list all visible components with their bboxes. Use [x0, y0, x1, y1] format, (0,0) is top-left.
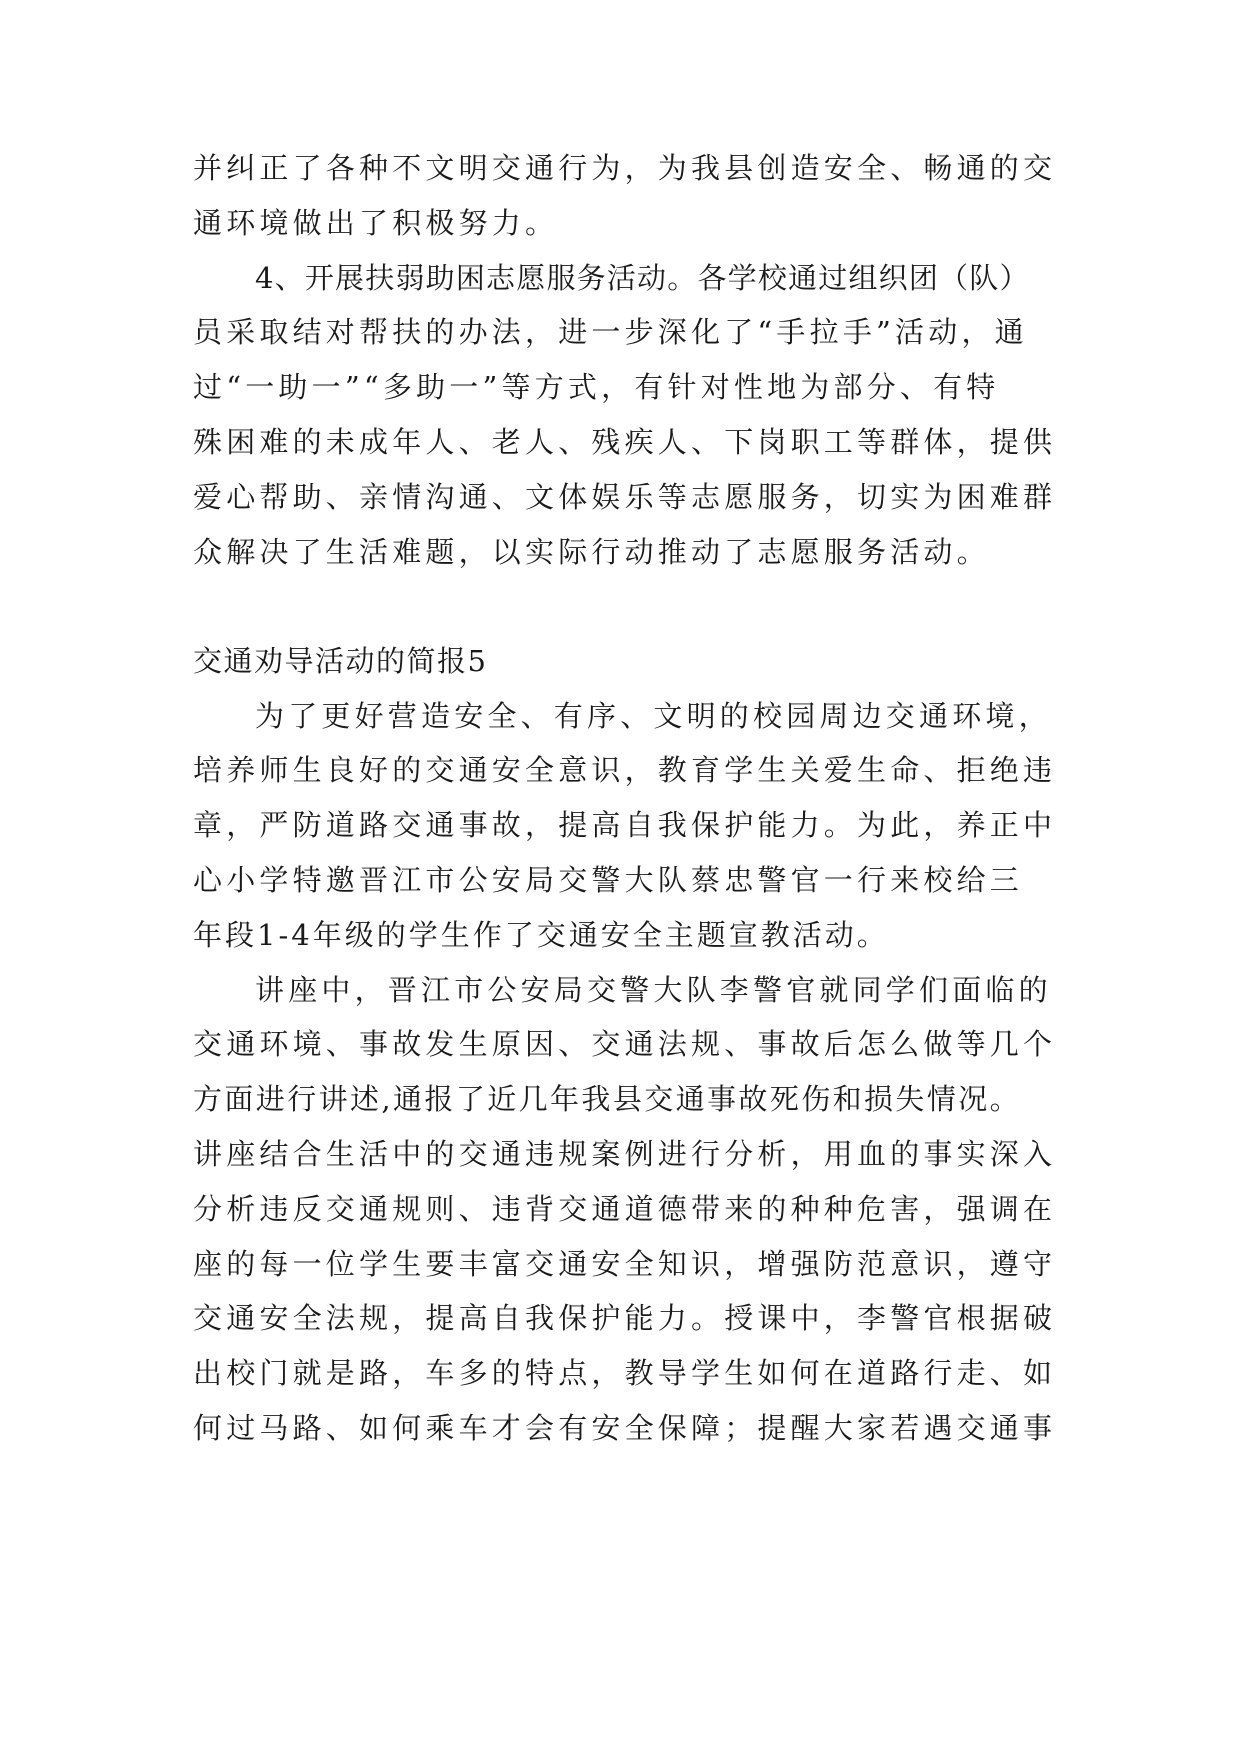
paragraph-line: 培养师生良好的交通安全意识，教育学生关爱生命、拒绝违 [193, 753, 1057, 787]
paragraph-line: 通环境做出了积极努力。 [193, 206, 559, 240]
paragraph-line: 为了更好营造安全、有序、文明的校园周边交通环境， [255, 699, 1052, 733]
paragraph-line: 章，严防道路交通事故，提高自我保护能力。为此，养正中 [193, 808, 1057, 842]
paragraph-line: 讲座中，晋江市公安局交警大队李警官就同学们面临的 [255, 973, 1052, 1007]
paragraph-line: 并纠正了各种不文明交通行为，为我县创造安全、畅通的交 [193, 151, 1057, 185]
paragraph-line: 交通环境、事故发生原因、交通法规、事故后怎么做等几个 [193, 1027, 1057, 1061]
paragraph-line: 过“一助一”“多助一”等方式，有针对性地为部分、有特 [193, 370, 1000, 404]
paragraph-line: 分析违反交通规则、违背交通道德带来的种种危害，强调在 [193, 1192, 1057, 1226]
section-heading: 交通劝导活动的简报5 [193, 644, 488, 678]
paragraph-line: 4、开展扶弱助困志愿服务活动。各学校通过组织团（队） [255, 261, 1030, 295]
paragraph-line: 殊困难的未成年人、老人、残疾人、下岗职工等群体，提供 [193, 425, 1057, 459]
paragraph-line: 年段1-4年级的学生作了交通安全主题宣教活动。 [193, 918, 889, 952]
paragraph-line: 方面进行讲述,通报了近几年我县交通事故死伤和损失情况。 [193, 1082, 1022, 1116]
paragraph-line: 员采取结对帮扶的办法，进一步深化了“手拉手”活动，通 [193, 315, 1028, 349]
paragraph-line: 座的每一位学生要丰富交通安全知识，增强防范意识，遵守 [193, 1247, 1057, 1281]
paragraph-line: 心小学特邀晋江市公安局交警大队蔡忠警官一行来校给三 [193, 863, 1024, 897]
paragraph-line: 讲座结合生活中的交通违规案例进行分析，用血的事实深入 [193, 1137, 1057, 1171]
paragraph-line: 交通安全法规，提高自我保护能力。授课中，李警官根据破 [193, 1301, 1057, 1335]
paragraph-line: 何过马路、如何乘车才会有安全保障；提醒大家若遇交通事 [193, 1411, 1057, 1445]
paragraph-line: 众解决了生活难题，以实际行动推动了志愿服务活动。 [193, 535, 990, 569]
paragraph-line: 出校门就是路，车多的特点，教导学生如何在道路行走、如 [193, 1356, 1057, 1390]
paragraph-line: 爱心帮助、亲情沟通、文体娱乐等志愿服务，切实为困难群 [193, 480, 1057, 514]
